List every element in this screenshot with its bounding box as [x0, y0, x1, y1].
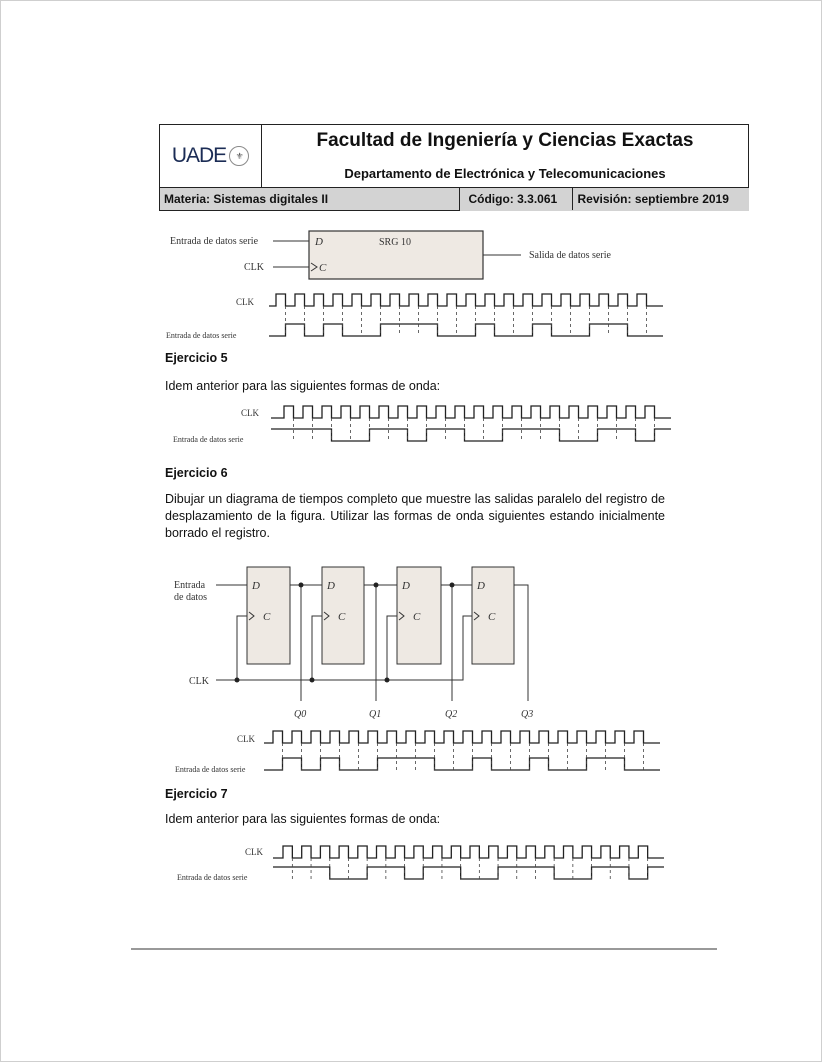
exercise6-title: Ejercicio 6 — [165, 466, 228, 480]
exercise5-text: Idem anterior para las siguientes formas de onda: — [165, 379, 441, 393]
wave-clk-label: CLK — [245, 847, 263, 857]
c-pin: C — [488, 611, 496, 623]
c-pin: C — [263, 611, 271, 623]
wave-data-label: Entrada de datos serie — [166, 331, 237, 340]
d-pin: D — [327, 580, 335, 592]
wave-data-label: Entrada de datos serie — [175, 765, 246, 774]
data-signal — [269, 324, 663, 336]
d-pin: D — [477, 580, 485, 592]
wave-data-label: Entrada de datos serie — [177, 873, 248, 882]
clk-label: CLK — [189, 676, 209, 687]
wave-clk-label: CLK — [236, 297, 254, 307]
exercise7-text: Idem anterior para las siguientes formas de onda: — [165, 812, 441, 826]
department-title: Departamento de Electrónica y Telecomunicaciones — [344, 166, 666, 181]
srg10-figure — [170, 231, 611, 279]
output-q3: Q3 — [521, 709, 534, 720]
input-label: Entrada de datos serie — [170, 236, 259, 247]
output-q2: Q2 — [445, 709, 458, 720]
d-pin: D — [402, 580, 410, 592]
output-q0: Q0 — [294, 709, 307, 720]
c-pin: C — [338, 611, 346, 623]
clock-signal — [271, 406, 671, 418]
wave-clk-label: CLK — [237, 734, 255, 744]
logo-text: UADE — [171, 144, 227, 167]
input-label-1: Entrada — [174, 580, 206, 591]
exercise7-title: Ejercicio 7 — [165, 787, 228, 801]
clk-label: CLK — [244, 262, 264, 273]
faculty-title: Facultad de Ingeniería y Ciencias Exactas — [316, 130, 694, 151]
clock-signal — [264, 731, 660, 743]
c-pin: C — [413, 611, 421, 623]
output-label: Salida de datos serie — [529, 250, 611, 261]
waveform-4 — [177, 846, 664, 882]
exercise6-text: Dibujar un diagrama de tiempos completo que muestre las salidas paralelo del registro de desplazamiento de la figura. Utilizar las formas de onda siguientes estando inicialmente borrado el registro. — [165, 492, 665, 540]
waveform-3 — [175, 731, 660, 774]
c-pin: C — [319, 262, 327, 274]
data-signal — [273, 867, 664, 879]
waveform-1 — [166, 294, 663, 340]
subject-cell: Materia: Sistemas digitales II — [160, 188, 460, 211]
block-name: SRG 10 — [379, 237, 411, 248]
input-label-2: de datos — [174, 592, 208, 603]
clock-signal — [269, 294, 663, 306]
data-signal — [271, 429, 671, 441]
wave-clk-label: CLK — [241, 408, 259, 418]
code-cell: Código: 3.3.061 — [464, 188, 573, 210]
d-pin: D — [315, 236, 323, 248]
seal-icon: ⚜ — [229, 146, 249, 166]
exercise5-title: Ejercicio 5 — [165, 351, 228, 365]
d-pin: D — [252, 580, 260, 592]
revision-cell: Revisión: septiembre 2019 — [573, 188, 749, 210]
waveform-2 — [173, 406, 671, 444]
output-q1: Q1 — [369, 709, 382, 720]
clock-signal — [273, 846, 664, 858]
data-signal — [264, 758, 660, 770]
wave-data-label: Entrada de datos serie — [173, 435, 244, 444]
